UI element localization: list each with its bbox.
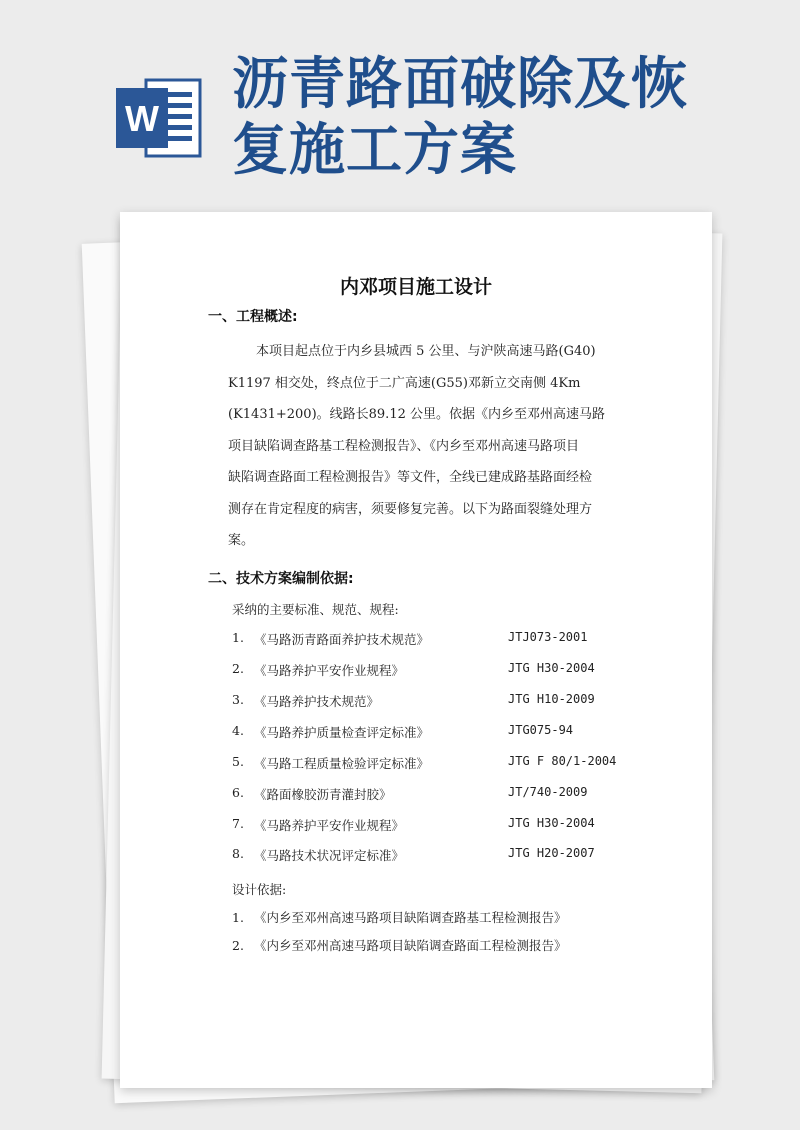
word-document-icon [112,72,204,164]
basis-text: 《内乡至邓州高速马路项目缺陷调查路面工程检测报告》 [254,938,567,953]
paragraph-line: K1197 相交处，终点位于二广高速(G55)邓新立交南侧 4Km [228,375,581,391]
paragraph-line: 测存在肯定程度的病害，须要修复完善。以下为路面裂缝处理方 [228,501,593,517]
standard-name: 《马路沥青路面养护技术规范》 [254,632,430,647]
page-title [232,52,772,184]
standard-code: JTJ073-2001 [508,630,588,644]
standard-row [232,816,652,838]
section-heading: 一、工程概述: [208,309,298,325]
standard-code: JTG H20-2007 [508,846,595,860]
paragraph-line: 案。 [228,533,255,548]
standard-name: 《马路养护技术规范》 [254,694,380,709]
paragraph-line: 本项目起点位于内乡县城西 5 公里、与沪陕高速马路(G40) [256,344,596,359]
list-number: 6. [232,785,244,800]
list-number: 4. [232,723,244,738]
standard-name: 《马路工程质量检验评定标准》 [254,756,430,771]
paragraph-line: (K1431+200)。线路长89.12 公里。依据《内乡至邓州高速马路 [228,407,605,422]
standard-row [232,754,652,776]
svg-text:W: W [125,98,159,139]
list-number: 2. [232,938,244,953]
paragraph-line: 项目缺陷调查路基工程检测报告》、《内乡至邓州高速马路项目 [228,438,580,454]
standard-row [232,630,652,652]
standard-name: 《马路养护平安作业规程》 [254,818,405,833]
basis-text: 《内乡至邓州高速马路项目缺陷调查路基工程检测报告》 [254,910,567,925]
standard-code: JT/740-2009 [508,785,588,799]
standards-intro: 采纳的主要标准、规范、规程: [232,602,399,617]
standard-row [232,723,652,745]
standard-code: JTG F 80/1-2004 [508,754,617,768]
list-number: 2. [232,661,244,676]
basis-label: 设计依据: [232,882,287,897]
section-heading: 二、技术方案编制依据: [208,571,354,587]
standard-row [232,785,652,807]
standard-code: JTG H30-2004 [508,661,595,675]
standard-name: 《路面橡胶沥青灌封胶》 [254,787,392,802]
basis-row [232,936,567,954]
list-number: 1. [232,910,244,925]
standard-code: JTG075-94 [508,723,574,737]
paragraph-line: 缺陷调查路面工程检测报告》等文件，全线已建成路基路面经检 [228,470,593,485]
list-number: 8. [232,846,244,861]
standard-name: 《马路养护质量检查评定标准》 [254,725,430,740]
list-number: 7. [232,816,244,831]
standard-name: 《马路养护平安作业规程》 [254,663,405,678]
standard-code: JTG H10-2009 [508,692,595,706]
list-number: 5. [232,754,244,769]
standard-name: 《马路技术状况评定标准》 [254,848,405,863]
standard-row [232,846,652,868]
document-title: 内邓项目施工设计 [339,276,492,298]
list-number: 3. [232,692,244,707]
title-line-1: 沥青路面破除及恢 [232,52,688,117]
title-line-2: 复施工方案 [232,118,517,183]
standard-code: JTG H30-2004 [508,816,595,830]
standard-row [232,692,652,714]
basis-row [232,908,567,926]
document-page [120,212,712,1088]
standard-row [232,661,652,683]
list-number: 1. [232,630,244,645]
overview-paragraph [228,336,638,557]
